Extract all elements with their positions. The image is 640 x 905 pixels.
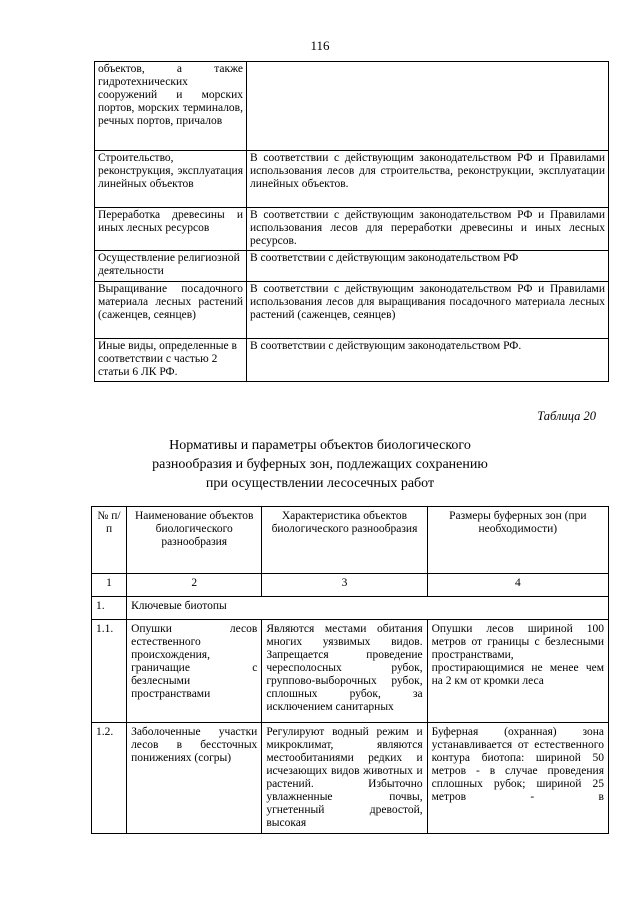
section-number-cell: 1. bbox=[92, 597, 127, 620]
table-label: Таблица 20 bbox=[537, 409, 596, 423]
biodiversity-table bbox=[91, 506, 609, 834]
table-title-line: Нормативы и параметры объектов биологического bbox=[169, 438, 471, 453]
activity-cell: объектов, а также гидротехнических сооружений и морских портов, морских терминалов, речных портов, причалов bbox=[95, 62, 247, 151]
buffer-zone-cell: Буферная (охранная) зона устанавливается от естественного контура биотопа: шириной 50 метров - в случае проведения сплошных рубок; шириной 25 метров - в bbox=[427, 723, 608, 834]
table-row bbox=[95, 62, 609, 151]
header-cell: Характеристика объектов биологического разнообразия bbox=[262, 507, 427, 574]
basis-cell: В соответствии с действующим законодательством РФ и Правилами использования лесов для переработки древесины и иных лесных ресурсов. bbox=[247, 208, 609, 251]
column-number-cell: 2 bbox=[127, 574, 262, 597]
activity-cell: Строительство, реконструкция, эксплуатация линейных объектов bbox=[95, 151, 247, 208]
basis-cell: В соответствии с действующим законодательством РФ. bbox=[247, 339, 609, 382]
basis-cell: В соответствии с действующим законодательством РФ и Правилами использования лесов для выращивания посадочного материала лесных растений (саженцев, сеянцев) bbox=[247, 282, 609, 339]
table-row bbox=[95, 282, 609, 339]
table-row bbox=[92, 620, 609, 723]
activity-cell: Осуществление религиозной деятельности bbox=[95, 251, 247, 282]
object-name-cell: Опушки лесов естественного происхождения, граничащие с безлесными пространствами bbox=[127, 620, 262, 723]
column-number-cell: 4 bbox=[427, 574, 608, 597]
object-name-cell: Заболоченные участки лесов в бессточных понижениях (согры) bbox=[127, 723, 262, 834]
column-number-cell: 1 bbox=[92, 574, 127, 597]
table-row bbox=[95, 208, 609, 251]
activity-cell: Переработка древесины и иных лесных ресурсов bbox=[95, 208, 247, 251]
table-row bbox=[95, 251, 609, 282]
characteristic-cell: Являются местами обитания многих уязвимых видов. Запрещается проведение чересполосных рубок, группово-выборочных рубок, сплошных рубок, за исключением санитарных bbox=[262, 620, 427, 723]
forest-use-table bbox=[94, 61, 609, 382]
table-title-line: разнообразия и буферных зон, подлежащих сохранению bbox=[152, 457, 488, 472]
buffer-zone-cell: Опушки лесов шириной 100 метров от границы с безлесными пространствами, простирающимися не менее чем на 2 км от кромки леса bbox=[427, 620, 608, 723]
header-cell: Наименование объектов биологического разнообразия bbox=[127, 507, 262, 574]
section-row bbox=[92, 597, 609, 620]
table-row bbox=[92, 723, 609, 834]
activity-cell: Выращивание посадочного материала лесных растений (саженцев, сеянцев) bbox=[95, 282, 247, 339]
table-title bbox=[0, 436, 640, 493]
characteristic-cell: Регулируют водный режим и микроклимат, являются местообитаниями редких и исчезающих видов животных и растений. Избыточно увлажненные почвы, угнетенный древостой, высокая bbox=[262, 723, 427, 834]
basis-cell bbox=[247, 62, 609, 151]
column-number-row bbox=[92, 574, 609, 597]
table-row bbox=[95, 151, 609, 208]
header-cell: № п/п bbox=[92, 507, 127, 574]
section-name-cell: Ключевые биотопы bbox=[127, 597, 609, 620]
page-number: 116 bbox=[310, 38, 330, 53]
activity-cell: Иные виды, определенные в соответствии с частью 2 статьи 6 ЛК РФ. bbox=[95, 339, 247, 382]
basis-cell: В соответствии с действующим законодательством РФ и Правилами использования лесов для строительства, реконструкции, эксплуатации линейных объектов. bbox=[247, 151, 609, 208]
basis-cell: В соответствии с действующим законодательством РФ bbox=[247, 251, 609, 282]
row-number-cell: 1.1. bbox=[92, 620, 127, 723]
table-row bbox=[95, 339, 609, 382]
header-row bbox=[92, 507, 609, 574]
column-number-cell: 3 bbox=[262, 574, 427, 597]
row-number-cell: 1.2. bbox=[92, 723, 127, 834]
table-title-line: при осуществлении лесосечных работ bbox=[205, 476, 435, 491]
header-cell: Размеры буферных зон (при необходимости) bbox=[427, 507, 608, 574]
